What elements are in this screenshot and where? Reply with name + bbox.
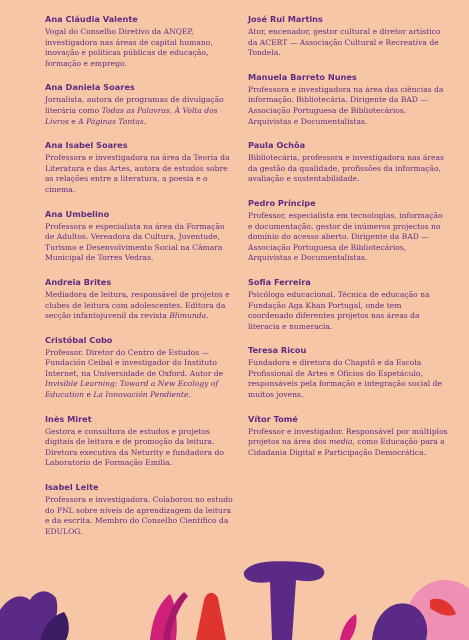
bio-entry xyxy=(45,140,235,195)
bio-entry xyxy=(248,277,448,332)
left-column xyxy=(45,14,235,550)
person-bio xyxy=(248,27,448,59)
person-bio xyxy=(45,222,235,264)
bio-text: Gestora e consultora de estudos e projetos digitais de leitura e de promoção da leitura. Diretora executiva da Neturity e fundadora do Laboratorio de Formação Emilia. xyxy=(45,426,224,468)
magenta-plant xyxy=(150,594,177,640)
bio-entry xyxy=(248,140,448,185)
bio-entry xyxy=(45,209,235,264)
purple-t-shape xyxy=(244,561,324,640)
person-bio xyxy=(45,348,235,401)
person-name: Inès Miret xyxy=(45,413,92,424)
bio-text: e xyxy=(68,116,79,126)
bio-text: Professor, especialista em tecnologias, informação e documentação, gestor de inúmeros projectos no domínio do acesso aberto. Dirigente da BAD — Associação Portuguesa de Bibliotecários, Arquivistas e Documentalistas. xyxy=(248,210,443,263)
person-bio xyxy=(45,290,235,322)
bio-entry xyxy=(45,414,235,469)
bio-text: Psicóloga educacional. Técnica de educação na Fundação Aga Khan Portugal, onde tem coordenado diferentes projetos nas áreas da literacia e numeracia. xyxy=(248,289,430,331)
person-bio xyxy=(248,211,448,264)
person-bio xyxy=(45,27,235,69)
right-column xyxy=(248,14,448,471)
person-bio xyxy=(248,85,448,127)
bio-text: . xyxy=(206,311,209,321)
bio-text: Professora e especialista na área da Formação de Adultos. Vereadora da Cultura, Juventude, Turismo e Desenvolvimento Social na Câmara Municipal de Torres Vedras. xyxy=(45,221,225,263)
bio-entry xyxy=(45,82,235,127)
person-name: Andreia Brites xyxy=(45,276,112,287)
bio-text: . xyxy=(188,390,191,400)
purple-blob-right xyxy=(372,603,427,640)
person-name: Ana Umbelino xyxy=(45,208,110,219)
bio-text: , xyxy=(169,105,175,115)
bio-text: Professora e investigadora na área das ciências da informação. Bibliotecária. Dirigente da BAD — Associação Portuguesa de Bibliotecários, Arquivistas e Documentalistas. xyxy=(248,84,444,126)
person-name: Ana Isabel Soares xyxy=(45,140,128,151)
bio-text: Fundadora e diretora do Chapitô e da Escola Profissional de Artes e Ofícios do Espetáculo, responsáveis pela formação e integração social de muitos jovens. xyxy=(248,358,442,400)
pink-circle xyxy=(407,580,469,640)
bio-text: Vogal do Conselho Diretivo da ANQEP, investigadora nas áreas de capital humano, inovação e políticas públicas de educação, formação e emprego. xyxy=(45,27,213,68)
bio-entry xyxy=(248,72,448,127)
bio-text: Bibliotecária, professora e investigadora nas áreas da gestão da qualidade, profissões da informação, avaliação e sustentabilidade. xyxy=(248,153,444,184)
red-shape-right xyxy=(430,599,456,616)
person-bio xyxy=(45,495,235,537)
person-name: Teresa Ricou xyxy=(248,345,307,356)
person-bio xyxy=(248,358,448,400)
bio-title-italic: Blimunda xyxy=(169,311,207,321)
bio-text: Professora e investigadora. Colaborou no estudo do PNL sobre níveis de aprendizagem da leitura e da escrita. Membro do Conselho Científico da EDULOG. xyxy=(45,495,233,536)
person-name: Paula Ochôa xyxy=(248,140,306,151)
bio-title-italic: Invisible Learning: Toward a New Ecology of Education xyxy=(45,379,219,400)
red-letter-shape xyxy=(196,593,226,640)
person-bio xyxy=(45,427,235,469)
bio-title-italic: Todas as Palavras xyxy=(101,105,170,115)
dark-leaf-left xyxy=(40,612,69,640)
person-name: Pedro Príncipe xyxy=(248,197,316,208)
person-name: Cristóbal Cobo xyxy=(45,334,113,345)
person-bio xyxy=(45,95,235,127)
person-bio xyxy=(248,153,448,185)
person-name: Ana Cláudia Valente xyxy=(45,14,138,24)
person-bio xyxy=(248,290,448,332)
bio-entry xyxy=(45,335,235,401)
bio-title-italic: media xyxy=(329,437,353,447)
bio-entry xyxy=(248,198,448,264)
bio-entry xyxy=(45,14,235,69)
bio-entry xyxy=(45,277,235,322)
bio-title-italic: A Páginas Tantas xyxy=(78,116,144,126)
bio-text: Professora e investigadora na área da Teoria da Literatura e das Artes, autora de estudos sobre as relações entre a literatura, a poesia e o cinema. xyxy=(45,153,230,194)
bio-title-italic: La Innovación Pendiente xyxy=(93,390,189,400)
bio-text: Jornalista, autora de programas de divulgação literária como xyxy=(45,95,224,115)
bio-text: . xyxy=(143,116,147,126)
bio-entry xyxy=(248,14,448,59)
person-name: Vítor Tomé xyxy=(248,413,298,424)
bio-text: Professor. Diretor do Centro de Estudos — Fundación Ceibal e investigador do Instituto Internet, na Universidade de Oxford. Autor de xyxy=(45,347,224,378)
magenta-stem xyxy=(163,592,188,640)
magenta-sprig xyxy=(340,614,357,640)
person-name: Isabel Leite xyxy=(45,482,99,493)
bio-text: Professor e investigador. Responsável por múltiplos projetos na área dos xyxy=(248,426,448,447)
person-name: Sofia Ferreira xyxy=(248,276,311,287)
bio-entry xyxy=(248,414,448,459)
person-bio xyxy=(45,153,235,195)
bio-text: e xyxy=(84,390,94,400)
person-name: José Rui Martins xyxy=(248,14,323,24)
bio-text: Mediadora de leitura, responsável de projetos e clubes de leitura com adolescentes. Editora da secção infantojuvenil da revista xyxy=(45,289,230,321)
bio-text: , como Educação para a Cidadania Digital e Participação Democrática. xyxy=(248,437,445,457)
bio-entry xyxy=(248,345,448,400)
purple-leaves-left xyxy=(0,591,57,640)
bio-title-italic: À Volta dos Livros xyxy=(45,105,218,126)
person-bio xyxy=(248,427,448,459)
person-name: Manuela Barreto Nunes xyxy=(248,71,357,82)
bio-text: Ator, encenador, gestor cultural e diretor artístico da ACERT — Associação Cultural e Recreativa de Tondela. xyxy=(248,27,441,58)
bio-entry xyxy=(45,482,235,537)
person-name: Ana Daniela Soares xyxy=(45,82,135,93)
